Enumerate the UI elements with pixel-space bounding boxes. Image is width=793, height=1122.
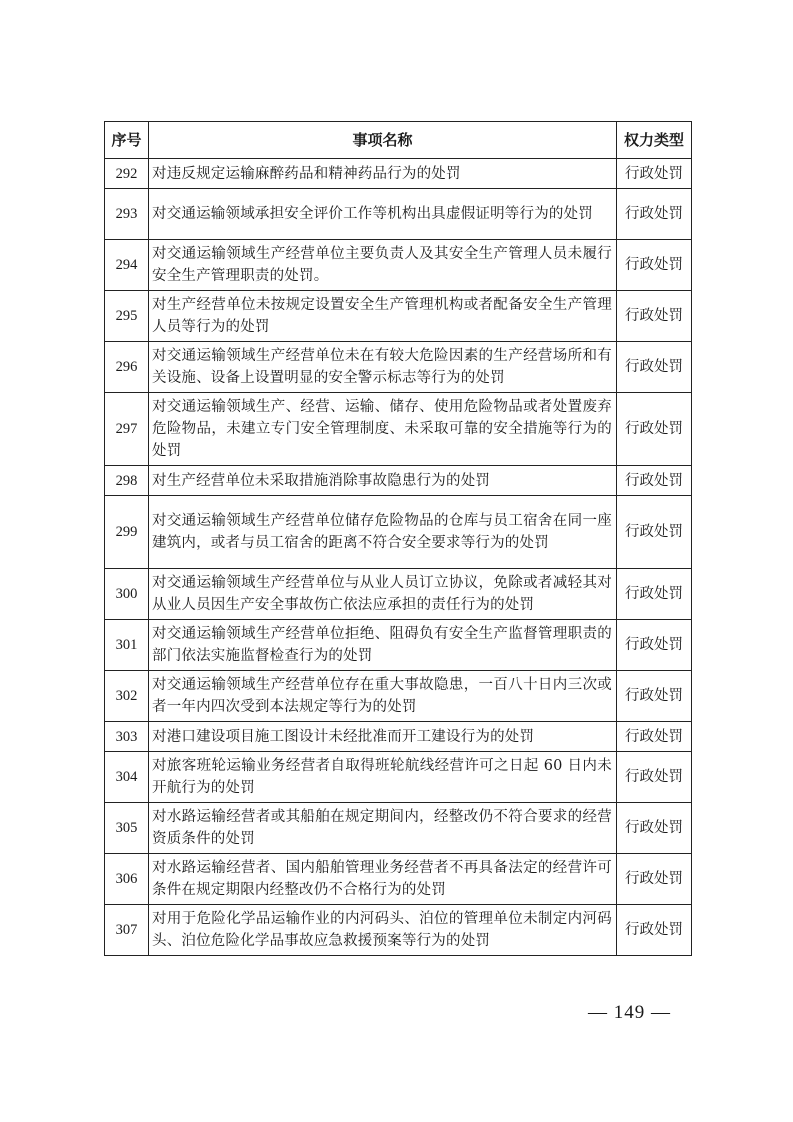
table-row [105, 854, 692, 905]
row-no: 303 [105, 722, 149, 752]
row-type: 行政处罚 [617, 905, 692, 956]
row-name: 对港口建设项目施工图设计未经批准而开工建设行为的处罚 [149, 722, 617, 752]
row-name: 对交通运输领域生产经营单位与从业人员订立协议，免除或者减轻其对从业人员因生产安全事故伤亡依法应承担的责任行为的处罚 [149, 569, 617, 620]
row-type: 行政处罚 [617, 393, 692, 466]
table-header-row [105, 122, 692, 159]
row-type: 行政处罚 [617, 722, 692, 752]
row-no: 297 [105, 393, 149, 466]
row-name: 对水路运输经营者、国内船舶管理业务经营者不再具备法定的经营许可条件在规定期限内经整改仍不合格行为的处罚 [149, 854, 617, 905]
row-name: 对用于危险化学品运输作业的内河码头、泊位的管理单位未制定内河码头、泊位危险化学品事故应急救援预案等行为的处罚 [149, 905, 617, 956]
row-type: 行政处罚 [617, 159, 692, 189]
row-type: 行政处罚 [617, 854, 692, 905]
row-type: 行政处罚 [617, 189, 692, 240]
row-name: 对违反规定运输麻醉药品和精神药品行为的处罚 [149, 159, 617, 189]
row-name: 对交通运输领域生产经营单位存在重大事故隐患，一百八十日内三次或者一年内四次受到本法规定等行为的处罚 [149, 671, 617, 722]
row-type: 行政处罚 [617, 569, 692, 620]
table-row [105, 722, 692, 752]
row-no: 294 [105, 240, 149, 291]
row-no: 304 [105, 752, 149, 803]
table-row [105, 159, 692, 189]
row-type: 行政处罚 [617, 466, 692, 496]
table-row [105, 393, 692, 466]
row-no: 306 [105, 854, 149, 905]
table-row [105, 240, 692, 291]
row-no: 301 [105, 620, 149, 671]
row-name: 对交通运输领域生产经营单位未在有较大危险因素的生产经营场所和有关设施、设备上设置明显的安全警示标志等行为的处罚 [149, 342, 617, 393]
row-type: 行政处罚 [617, 752, 692, 803]
table-row [105, 620, 692, 671]
table-row [105, 671, 692, 722]
row-name: 对交通运输领域生产、经营、运输、储存、使用危险物品或者处置废弃危险物品，未建立专门安全管理制度、未采取可靠的安全措施等行为的处罚 [149, 393, 617, 466]
row-no: 296 [105, 342, 149, 393]
table-row [105, 466, 692, 496]
table-row [105, 803, 692, 854]
row-name: 对水路运输经营者或其船舶在规定期间内，经整改仍不符合要求的经营资质条件的处罚 [149, 803, 617, 854]
matters-table [104, 121, 692, 956]
row-no: 302 [105, 671, 149, 722]
row-no: 292 [105, 159, 149, 189]
row-no: 293 [105, 189, 149, 240]
table-row [105, 342, 692, 393]
table-row [105, 496, 692, 569]
row-type: 行政处罚 [617, 620, 692, 671]
row-type: 行政处罚 [617, 496, 692, 569]
table-row [105, 905, 692, 956]
row-no: 298 [105, 466, 149, 496]
row-name: 对生产经营单位未按规定设置安全生产管理机构或者配备安全生产管理人员等行为的处罚 [149, 291, 617, 342]
row-no: 300 [105, 569, 149, 620]
row-name: 对交通运输领域生产经营单位主要负责人及其安全生产管理人员未履行安全生产管理职责的处罚。 [149, 240, 617, 291]
table-row [105, 752, 692, 803]
row-no: 295 [105, 291, 149, 342]
row-name: 对生产经营单位未采取措施消除事故隐患行为的处罚 [149, 466, 617, 496]
row-type: 行政处罚 [617, 671, 692, 722]
header-name: 事项名称 [149, 122, 617, 159]
table-row [105, 189, 692, 240]
row-type: 行政处罚 [617, 803, 692, 854]
row-name: 对旅客班轮运输业务经营者自取得班轮航线经营许可之日起 60 日内未开航行为的处罚 [149, 752, 617, 803]
page-number: — 149 — [588, 1002, 671, 1023]
header-no: 序号 [105, 122, 149, 159]
table-row [105, 291, 692, 342]
row-type: 行政处罚 [617, 342, 692, 393]
row-name: 对交通运输领域生产经营单位拒绝、阻碍负有安全生产监督管理职责的部门依法实施监督检查行为的处罚 [149, 620, 617, 671]
row-name: 对交通运输领域承担安全评价工作等机构出具虚假证明等行为的处罚 [149, 189, 617, 240]
header-type: 权力类型 [617, 122, 692, 159]
row-type: 行政处罚 [617, 291, 692, 342]
row-type: 行政处罚 [617, 240, 692, 291]
row-no: 307 [105, 905, 149, 956]
row-name: 对交通运输领域生产经营单位储存危险物品的仓库与员工宿舍在同一座建筑内，或者与员工宿舍的距离不符合安全要求等行为的处罚 [149, 496, 617, 569]
row-no: 305 [105, 803, 149, 854]
table-row [105, 569, 692, 620]
row-no: 299 [105, 496, 149, 569]
